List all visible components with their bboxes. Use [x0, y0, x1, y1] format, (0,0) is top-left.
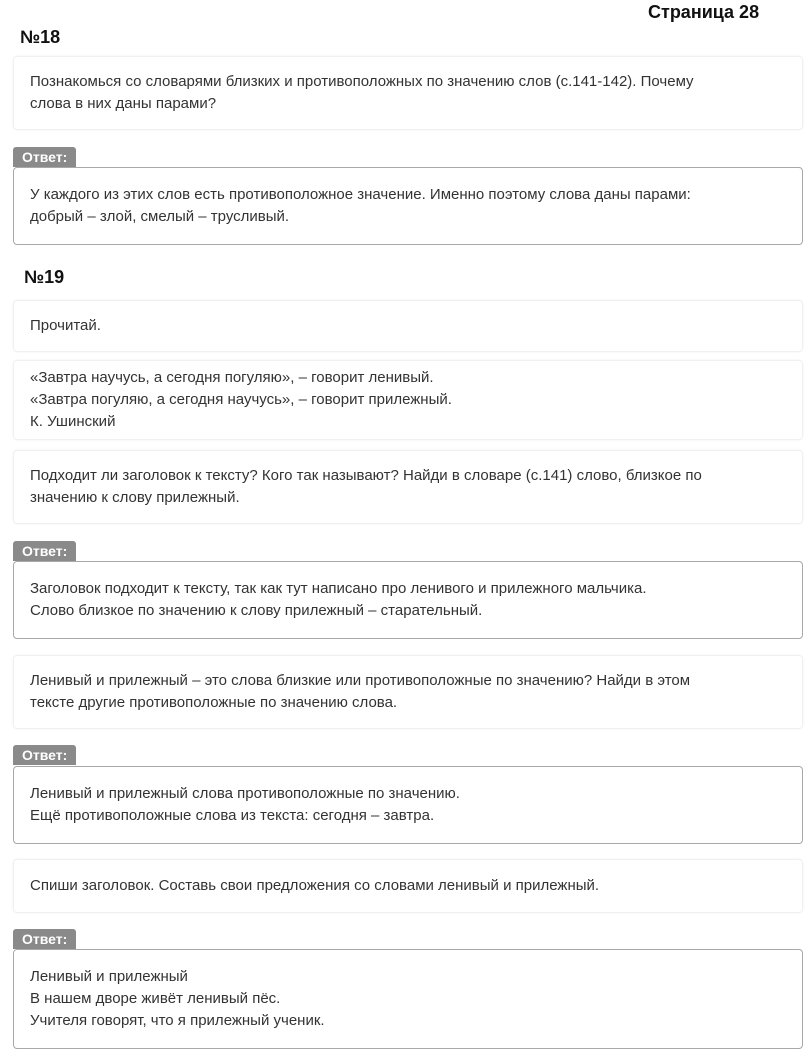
question-line: тексте другие противоположные по значению слова. [30, 694, 398, 711]
answer-line: Ещё противоположные слова из текста: сегодня – завтра. [30, 807, 435, 824]
task-19-answer-2 [13, 766, 803, 844]
answer-line: В нашем дворе живёт ленивый пёс. [30, 990, 281, 1007]
task-19-heading: №19 [24, 267, 65, 287]
task-19-instruction [13, 300, 803, 352]
task-19-question-2 [13, 655, 803, 729]
question-line: Познакомься со словарями близких и противоположных по значению слов (с.141-142). Почему [30, 73, 694, 90]
task-19-answer-1-label: Ответ: [13, 541, 76, 561]
task-19-reading-text [13, 360, 803, 440]
task-19-question-1 [13, 450, 803, 524]
answer-line: Слово близкое по значению к слову прилежный – старательный. [30, 602, 483, 619]
task-18-question [13, 56, 803, 130]
text-line: «Завтра научусь, а сегодня погуляю», – говорит ленивый. [30, 369, 434, 386]
answer-line: Учителя говорят, что я прилежный ученик. [30, 1012, 325, 1029]
answer-line: Заголовок подходит к тексту, так как тут написано про ленивого и прилежного мальчика. [30, 580, 647, 597]
question-line: Ленивый и прилежный – это слова близкие или противоположные по значению? Найди в этом [30, 672, 691, 689]
task-18-answer-label: Ответ: [13, 147, 76, 167]
task-19-question-3 [13, 859, 803, 913]
page-number: Страница 28 [648, 2, 760, 22]
question-line: слова в них даны парами? [30, 95, 217, 112]
task-18-heading: №18 [20, 27, 61, 47]
task-19-answer-1 [13, 561, 803, 639]
task-19-answer-2-label: Ответ: [13, 745, 76, 765]
task-19-answer-3 [13, 949, 803, 1049]
question-line: Спиши заголовок. Составь свои предложения со словами ленивый и прилежный. [30, 877, 600, 894]
task-19-answer-3-label: Ответ: [13, 929, 76, 949]
text-author: К. Ушинский [30, 413, 116, 430]
answer-line: добрый – злой, смелый – трусливый. [30, 208, 290, 225]
answer-line: Ленивый и прилежный [30, 968, 188, 985]
answer-line: Ленивый и прилежный слова противоположные по значению. [30, 785, 460, 802]
question-line: Подходит ли заголовок к тексту? Кого так называют? Найди в словаре (с.141) слово, близкое по [30, 467, 702, 484]
answer-line: У каждого из этих слов есть противоположное значение. Именно поэтому слова даны парами: [30, 186, 691, 203]
instruction-line: Прочитай. [30, 317, 101, 334]
question-line: значению к слову прилежный. [30, 489, 240, 506]
task-18-answer [13, 167, 803, 245]
text-line: «Завтра погуляю, а сегодня научусь», – говорит прилежный. [30, 391, 452, 408]
